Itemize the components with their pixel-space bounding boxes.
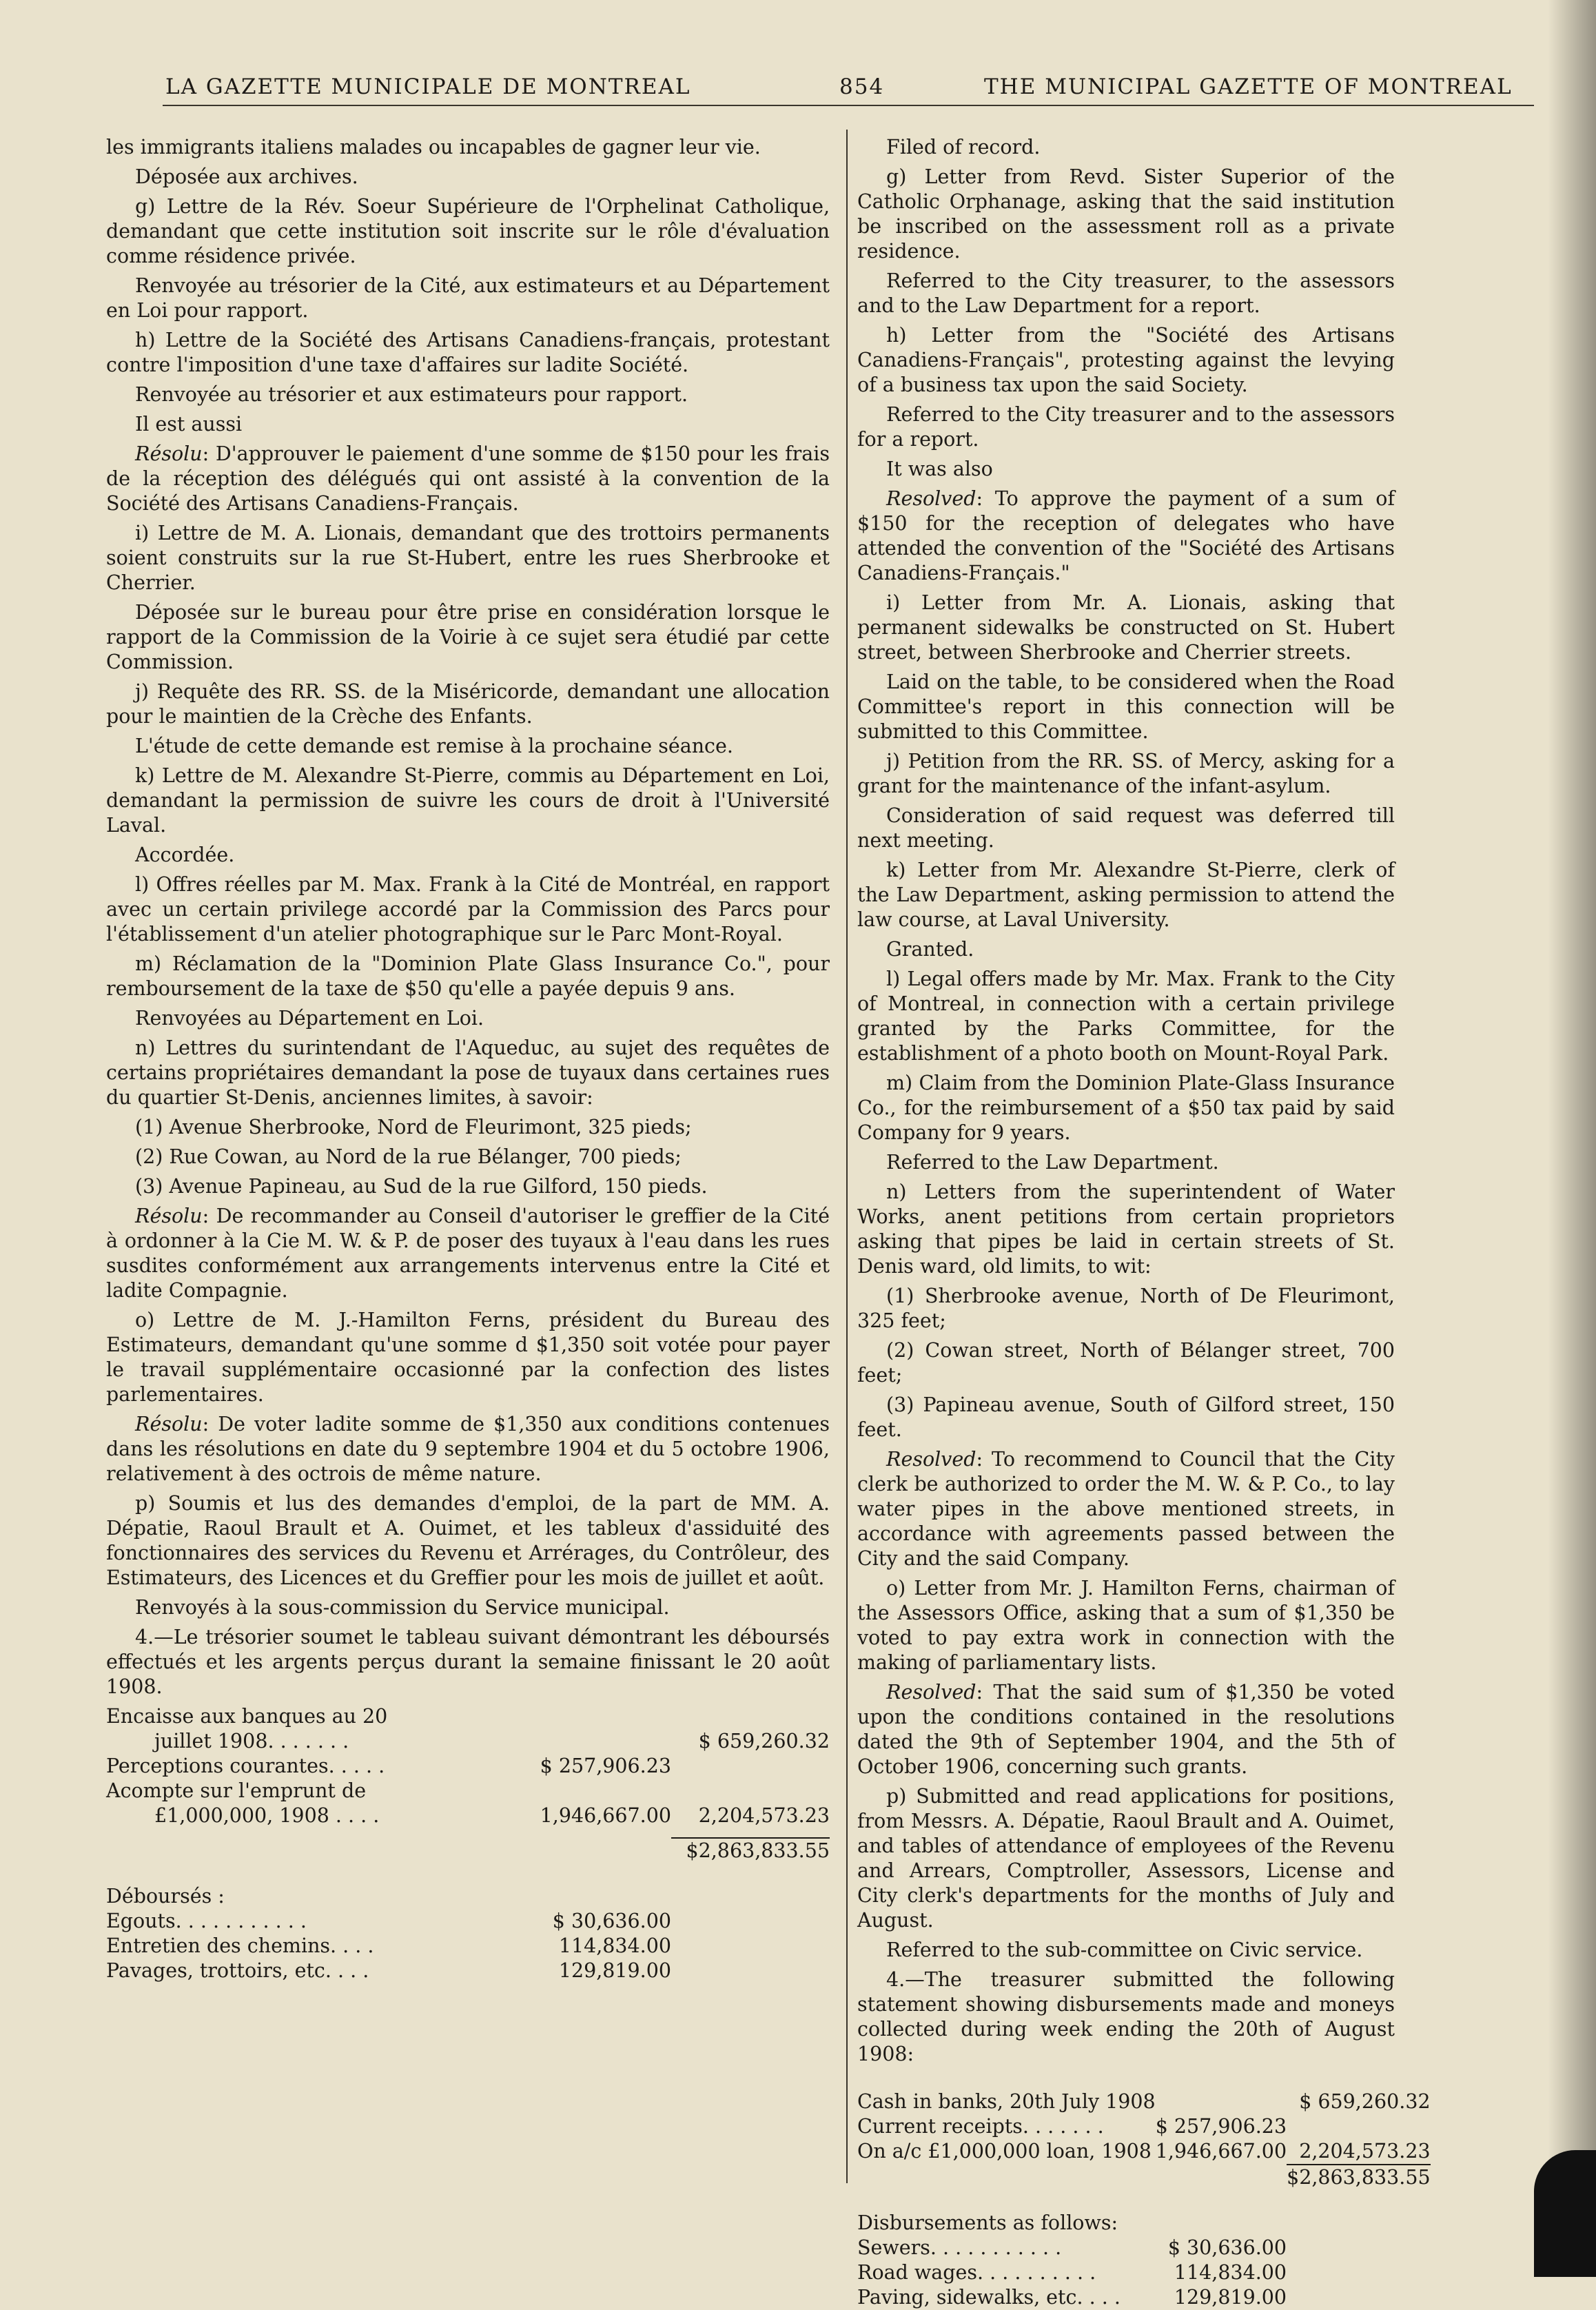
paragraph: Granted. <box>886 938 974 961</box>
table-label: Acompte sur l'emprunt de <box>106 1779 367 1802</box>
paragraph: m) Réclamation de la "Dominion Plate Glass Insurance Co.", pour remboursement de la taxe de $50 qu'elle a payée depuis 9 ans. <box>106 952 830 1000</box>
table-amount: $ 257,906.23 <box>1155 2115 1287 2138</box>
paragraph: p) Soumis et lus des demandes d'emploi, de la part de MM. A. Dépatie, Raoul Brault et A. Ouimet, et les tableux d'assiduité des fonctionnaires des services du Revenu et Arrérages, du Contrôleur, des Estimateurs, des Licences et du Greffier pour les mois de juillet et août. <box>106 1492 830 1589</box>
page-corner-blot <box>1534 2150 1596 2277</box>
paragraph: Résolu: D'approuver le paiement d'une somme de $150 pour les frais de la réception des délégués qui ont assisté à la convention de la Société des Artisans Canadiens-Français. <box>106 442 830 515</box>
paragraph: (2) Rue Cowan, au Nord de la rue Bélanger, 700 pieds; <box>135 1145 682 1168</box>
paragraph: Filed of record. <box>886 136 1041 159</box>
paragraph: l) Offres réelles par M. Max. Frank à la Cité de Montréal, en rapport avec un certain privilege accordé par la Commission des Parcs pour l'établissement d'un atelier photographique sur le Parc Mont-Royal. <box>106 873 830 946</box>
paragraph: l) Legal offers made by Mr. Max. Frank to the City of Montreal, in connection with a certain privilege granted by the Parks Committee, for the establishment of a photo booth on Mount-Royal Park. <box>857 968 1395 1065</box>
table-amount: $ 30,636.00 <box>1167 2236 1287 2259</box>
paragraph: Referred to the City treasurer, to the assessors and to the Law Department for a report. <box>857 269 1395 317</box>
paragraph: i) Lettre de M. A. Lionais, demandant que des trottoirs permanents soient construits sur la rue St-Hubert, entre les rues Sherbrooke et Cherrier. <box>106 522 830 594</box>
paragraph: o) Letter from Mr. J. Hamilton Ferns, chairman of the Assessors Office, asking that a sum of $1,350 be voted to pay extra work in connection with the making of parliamentary lists. <box>857 1577 1395 1674</box>
table-amount: $ 257,906.23 <box>540 1755 671 1777</box>
paragraph: Déposée sur le bureau pour être prise en considération lorsque le rapport de la Commission de la Voirie à ce sujet sera étudié par cette Commission. <box>106 601 830 673</box>
paragraph: (3) Papineau avenue, South of Gilford street, 150 feet. <box>857 1393 1395 1441</box>
paragraph: (2) Cowan street, North of Bélanger street, 700 feet; <box>857 1339 1395 1387</box>
paragraph: j) Requête des RR. SS. de la Miséricorde, demandant une allocation pour le maintien de la Crèche des Enfants. <box>106 680 830 728</box>
table-label: Encaisse aux banques au 20 <box>106 1705 388 1728</box>
paragraph: 4.—The treasurer submitted the following statement showing disbursements made and moneys collected during week ending the 20th of August 1908: <box>857 1968 1395 2065</box>
paragraph: Renvoyés à la sous-commission du Service municipal. <box>135 1596 670 1619</box>
table-amount: 1,946,667.00 <box>540 1804 671 1827</box>
paragraph: Renvoyée au trésorier de la Cité, aux estimateurs et au Département en Loi pour rapport. <box>106 274 830 322</box>
paragraph: g) Lettre de la Rév. Soeur Supérieure de l'Orphelinat Catholique, demandant que cette institution soit inscrite sur le rôle d'évaluation comme résidence privée. <box>106 195 830 267</box>
paragraph: Resolved: That the said sum of $1,350 be voted upon the conditions contained in the resolutions dated the 9th of September 1904, and the 5th of October 1906, concerning such grants. <box>857 1681 1395 1778</box>
page-number: 854 <box>839 74 885 99</box>
header-rule <box>163 105 1534 106</box>
table-label: On a/c £1,000,000 loan, 1908 <box>857 2140 1152 2163</box>
table-label: £1,000,000, 1908 . . . . <box>154 1804 380 1827</box>
table-label: Paving, sidewalks, etc. . . . <box>857 2286 1121 2309</box>
paragraph: Referred to the Law Department. <box>886 1151 1219 1174</box>
paragraph: j) Petition from the RR. SS. of Mercy, asking for a grant for the maintenance of the infant-asylum. <box>857 750 1395 797</box>
table-label: Egouts. . . . . . . . . . . <box>106 1910 307 1932</box>
paragraph: p) Submitted and read applications for positions, from Messrs. A. Dépatie, Raoul Brault and A. Ouimet, and tables of attendance of employees of the Revenu and Arrears, Comptroller, Assessors, License and City clerk's departments for the months of July and August. <box>857 1785 1395 1932</box>
table-label: Cash in banks, 20th July 1908 <box>857 2090 1156 2113</box>
english-statement-table <box>857 2089 1431 2310</box>
paragraph: It was also <box>886 458 993 480</box>
resolution-lead-word: Resolved <box>886 1681 976 1704</box>
english-column <box>857 135 1431 2310</box>
paragraph: Résolu: De recommander au Conseil d'autoriser le greffier de la Cité à ordonner à la Cie M. W. & P. de poser des tuyaux à l'eau dans les rues susdites conformément aux arrangements intervenus entre la Cité et ladite Compagnie. <box>106 1205 830 1302</box>
paragraph: o) Lettre de M. J.-Hamilton Ferns, président du Bureau des Estimateurs, demandant qu'une somme d $1,350 soit votée pour payer le travail supplémentaire occasionné par la confection des listes parlementaires. <box>106 1309 830 1406</box>
paragraph: Déposée aux archives. <box>135 165 358 188</box>
paragraph: Referred to the City treasurer and to the assessors for a report. <box>857 403 1395 451</box>
table-label: juillet 1908. . . . . . . <box>154 1730 349 1752</box>
grand-total: $2,863,833.55 <box>1287 2166 1431 2189</box>
paragraph: Renvoyée au trésorier et aux estimateurs pour rapport. <box>135 383 688 406</box>
table-amount: 1,946,667.00 <box>1155 2140 1287 2163</box>
page-edge-shadow <box>1548 0 1596 2277</box>
paragraph: (1) Avenue Sherbrooke, Nord de Fleurimont, 325 pieds; <box>135 1116 692 1138</box>
table-total: $ 659,260.32 <box>698 1730 830 1752</box>
paragraph: k) Letter from Mr. Alexandre St-Pierre, clerk of the Law Department, asking permission to attend the law course, at Laval University. <box>857 859 1395 931</box>
table-total: 2,204,573.23 <box>698 1804 830 1827</box>
paragraph: Referred to the sub-committee on Civic service. <box>886 1939 1363 1961</box>
resolution-lead-word: Resolved <box>886 487 976 510</box>
disbursements-heading: Disbursements as follows: <box>857 2211 1118 2234</box>
paragraph: Résolu: De voter ladite somme de $1,350 aux conditions contenues dans les résolutions en date du 9 septembre 1904 et du 5 octobre 1906, relativement à des octrois de même nature. <box>106 1413 830 1485</box>
table-label: Sewers. . . . . . . . . . . <box>857 2236 1062 2259</box>
grand-total: $2,863,833.55 <box>671 1838 830 1863</box>
paragraph: Renvoyées au Département en Loi. <box>135 1007 484 1030</box>
table-label: Entretien des chemins. . . . <box>106 1934 374 1957</box>
paragraph: L'étude de cette demande est remise à la prochaine séance. <box>135 735 733 757</box>
paragraph: les immigrants italiens malades ou incapables de gagner leur vie. <box>106 136 761 159</box>
table-label: Pavages, trottoirs, etc. . . . <box>106 1959 369 1982</box>
paragraph: i) Letter from Mr. A. Lionais, asking that permanent sidewalks be constructed on St. Hubert street, between Sherbrooke and Cherrier streets. <box>857 591 1395 664</box>
paragraph: Accordée. <box>135 844 235 866</box>
disbursements-heading: Déboursés : <box>106 1885 225 1908</box>
table-amount: 129,819.00 <box>558 1959 671 1982</box>
paragraph: (1) Sherbrooke avenue, North of De Fleurimont, 325 feet; <box>857 1285 1395 1332</box>
paragraph: g) Letter from Revd. Sister Superior of the Catholic Orphanage, asking that the said institution be inscribed on the assessment roll as a private residence. <box>857 165 1395 263</box>
table-label: Perceptions courantes. . . . . <box>106 1755 385 1777</box>
resolution-lead-word: Résolu <box>135 1205 203 1227</box>
table-amount: 114,834.00 <box>1174 2261 1287 2284</box>
header-english-title: THE MUNICIPAL GAZETTE OF MONTREAL <box>984 74 1513 99</box>
paragraph: n) Lettres du surintendant de l'Aqueduc, au sujet des requêtes de certains propriétaires demandant la pose de tuyaux dans certaines rues du quartier St-Denis, anciennes limites, à savoir: <box>106 1036 830 1109</box>
table-label: Road wages. . . . . . . . . . <box>857 2261 1096 2284</box>
table-total: 2,204,573.23 <box>1299 2140 1431 2163</box>
paragraph: n) Letters from the superintendent of Water Works, anent petitions from certain proprietors asking that pipes be laid in certain streets of St. Denis ward, old limits, to wit: <box>857 1180 1395 1278</box>
table-amount: 129,819.00 <box>1174 2286 1287 2309</box>
paragraph: m) Claim from the Dominion Plate-Glass Insurance Co., for the reimbursement of a $50 tax paid by said Company for 9 years. <box>857 1072 1395 1144</box>
table-amount: $ 30,636.00 <box>552 1910 671 1932</box>
header-french-title: LA GAZETTE MUNICIPALE DE MONTREAL <box>165 74 691 99</box>
paragraph: h) Lettre de la Société des Artisans Canadiens-français, protestant contre l'imposition d'une taxe d'affaires sur ladite Société. <box>106 329 830 376</box>
table-total: $ 659,260.32 <box>1299 2090 1431 2113</box>
paragraph: h) Letter from the "Société des Artisans Canadiens-Français", protesting against the levying of a business tax upon the said Society. <box>857 324 1395 396</box>
resolution-lead-word: Résolu <box>135 442 203 465</box>
resolution-lead-word: Resolved <box>886 1448 976 1471</box>
french-column <box>106 135 830 1983</box>
paragraph: k) Lettre de M. Alexandre St-Pierre, commis au Département en Loi, demandant la permission de suivre les cours de droit à l'Université Laval. <box>106 764 830 837</box>
paragraph: Consideration of said request was deferred till next meeting. <box>857 804 1395 852</box>
table-label: Current receipts. . . . . . . <box>857 2115 1104 2138</box>
paragraph: Il est aussi <box>135 413 243 436</box>
paragraph: 4.—Le trésorier soumet le tableau suivant démontrant les déboursés effectués et les argents perçus durant la semaine finissant le 20 août 1908. <box>106 1626 830 1698</box>
table-amount: 114,834.00 <box>558 1934 671 1957</box>
paragraph: Resolved: To recommend to Council that the City clerk be authorized to order the M. W. & P. Co., to lay water pipes in the above mentioned streets, in accordance with agreements passed between the City and the said Company. <box>857 1448 1395 1570</box>
paragraph: (3) Avenue Papineau, au Sud de la rue Gilford, 150 pieds. <box>135 1175 708 1198</box>
paragraph: Resolved: To approve the payment of a sum of $150 for the reception of delegates who have attended the convention of the "Société des Artisans Canadiens-Français." <box>857 487 1395 584</box>
paragraph: Laid on the table, to be considered when the Road Committee's report in this connection will be submitted to this Committee. <box>857 671 1395 743</box>
french-statement-table <box>106 1704 830 1983</box>
column-divider <box>846 130 848 2183</box>
resolution-lead-word: Résolu <box>135 1413 203 1435</box>
